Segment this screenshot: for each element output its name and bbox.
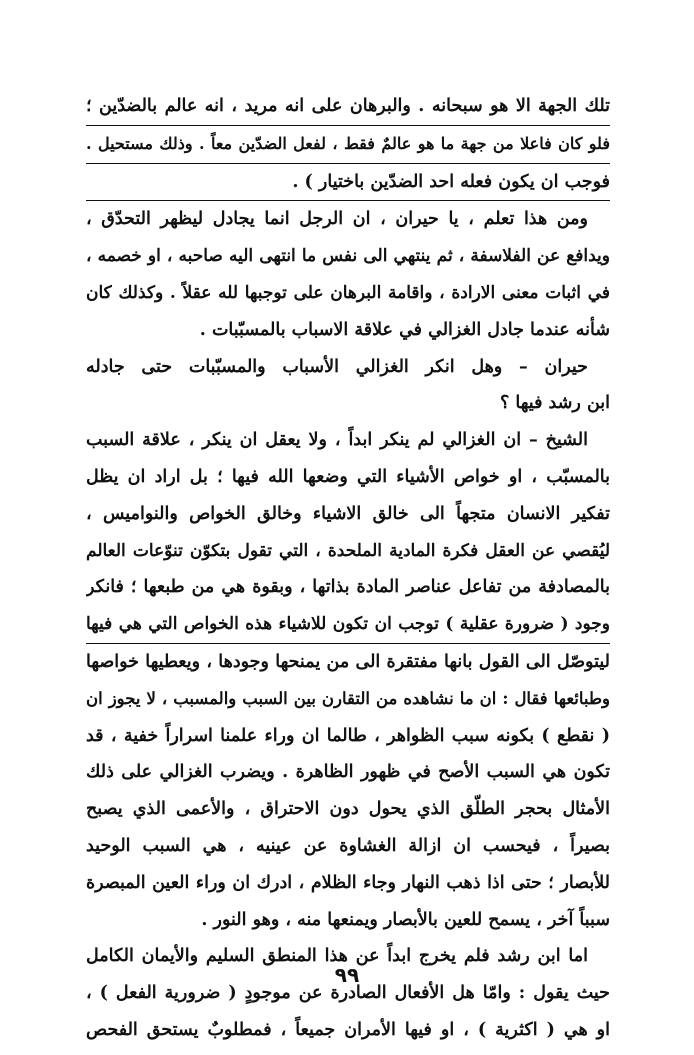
text-line: شأنه عندما جادل الغزالي في علاقة الاسباب بالمسبّبات .: [199, 319, 610, 340]
text-line: تكون هي السبب الأصح في ظهور الظاهرة . ويضرب الغزالي على ذلك: [86, 762, 610, 783]
text-line: فلو كان فاعلا من جهة ما هو عالمٌ فقط ، لفعل الضدّين معاً . وذلك مستحيل .: [86, 126, 610, 164]
text-line: فوجب ان يكون فعله احد الضدّين باختيار ) .: [86, 164, 610, 202]
text-line: ومن هذا تعلم ، يا حيران ، ان الرجل انما يجادل ليظهر التحدّق ،: [86, 209, 588, 230]
text-line: سبباً آخر ، يسمح للعين بالأبصار ويمنعها منه ، وهو النور .: [201, 909, 610, 930]
page-number: ٩٩: [334, 963, 360, 987]
text-line: للأبصار ؛ حتى اذا ذهب النهار وجاء الظلام ، ادرك ان وراء العين المبصرة: [86, 872, 610, 893]
text-line: حيران – وهل انكر الغزالي الأسباب والمسبّبات حتى جادله: [86, 356, 588, 377]
text-line: في اثبات معنى الارادة ، واقامة البرهان على توجبها لله عقلاً . وكذلك كان: [86, 282, 610, 303]
text-line: ( نقطع ) بكونه سبب الظواهر ، طالما ان وراء علمنا اسراراً خفية ، قد: [86, 725, 610, 746]
text-line: وجود ( ضرورة عقلية ) توجب ان تكون للاشياء هذه الخواص التي هي فيها: [86, 606, 610, 644]
text-line: الأمثال بحجر الطلّق الذي يحول دون الاحتراق ، والأعمى الذي يصبح: [86, 799, 610, 820]
text-line: تلك الجهة الا هو سبحانه . والبرهان على انه مريد ، انه عالم بالضدّين ؛: [86, 88, 610, 126]
text-line: الشيخ – ان الغزالي لم ينكر ابداً ، ولا يعقل ان ينكر ، علاقة السبب: [86, 430, 588, 451]
text-line: حيث يقول : وامّا هل الأفعال الصادرة عن موجودٍ ( ضرورية الفعل ) ،: [86, 983, 610, 1004]
text-line: ليتوصّل الى القول بانها مفتقرة الى من يمنحها وجودها ، ويعطيها خواصها: [86, 651, 610, 672]
text-line: او هي ( اكثرية ) ، او فيها الأمران جميعاً ، فمطلوبٌ يستحق الفحص: [86, 1019, 610, 1040]
text-line: بالمصادفة من تفاعل عناصر المادة بذاتها ، وبقوة هي من طبعها ؛ فانكر: [86, 577, 610, 598]
text-line: وطبائعها فقال : ان ما نشاهده من التقارن بين السبب والمسبب ، لا يجوز ان: [86, 688, 610, 708]
text-line: ليُقصي عن العقل فكرة المادية الملحدة ، التي تقول بتكوّن تنوّعات العالم: [86, 540, 610, 561]
text-line: بالمسبّب ، او خواص الأشياء التي وضعها الله فيها ؛ بل اراد ان يظل: [86, 466, 610, 487]
text-line: بصيراً ، فيحسب ان ازالة الغشاوة عن عينيه ، هي السبب الوحيد: [86, 835, 610, 856]
text-line: اما ابن رشد فلم يخرج ابداً عن هذا المنطق السليم والأيمان الكامل: [86, 946, 588, 967]
text-line: تفكير الانسان متجهاً الى خالق الاشياء وخالق الخواص والنواميس ،: [86, 503, 610, 524]
text-line: ابن رشد فيها ؟: [500, 393, 610, 414]
body-text: [86, 88, 610, 1049]
text-line: ويدافع عن الفلاسفة ، ثم ينتهي الى نفس ما انتهى اليه صاحبه ، او خصمه ،: [86, 246, 610, 267]
